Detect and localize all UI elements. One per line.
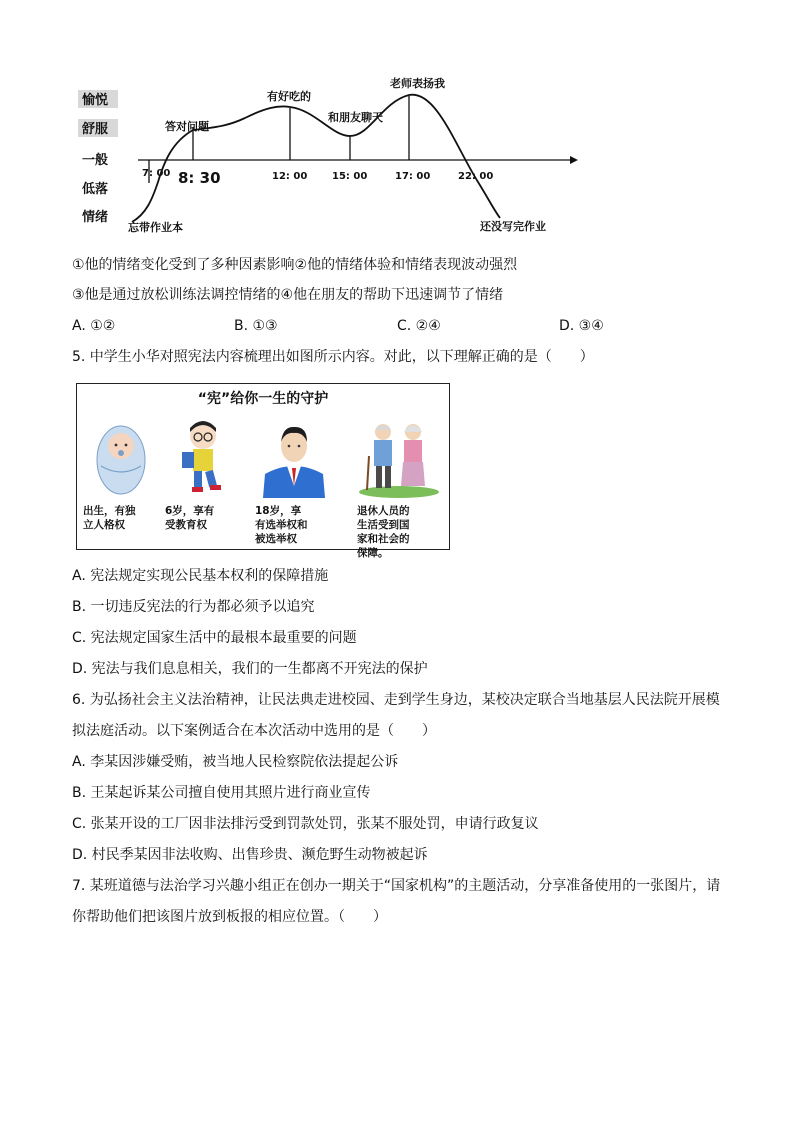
card-child xyxy=(165,416,247,532)
y-label-qingxu: 情绪 xyxy=(82,210,109,225)
tick-22: 22: 00 xyxy=(458,171,494,182)
adult-illustration xyxy=(255,416,333,498)
card-elderly xyxy=(357,416,447,560)
q6-option-b[interactable]: B. 王某起诉某公司擅自使用其照片进行商业宣传 xyxy=(72,785,371,801)
tick-17: 17: 00 xyxy=(395,171,431,182)
y-label-shufu: 舒服 xyxy=(82,122,109,137)
q4-statement-1: ①他的情绪变化受到了多种因素影响②他的情绪体验和情绪表现波动强烈 xyxy=(72,257,518,273)
card-birth xyxy=(83,416,165,532)
q6-stem-line-2: 拟法庭活动。以下案例适合在本次活动中选用的是（ ） xyxy=(72,723,436,739)
q4-option-b[interactable]: B. ①③ xyxy=(234,318,278,334)
tick-830: 8: 30 xyxy=(178,169,221,187)
y-label-yiban: 一般 xyxy=(82,153,109,168)
annotation-answered: 答对问题 xyxy=(165,120,209,133)
q4-statement-2: ③他是通过放松训练法调控情绪的④他在朋友的帮助下迅速调节了情绪 xyxy=(72,287,504,303)
emotion-curve xyxy=(132,95,500,222)
q5-option-c[interactable]: C. 宪法规定国家生活中的最根本最重要的问题 xyxy=(72,630,357,646)
constitution-figure xyxy=(76,383,450,559)
tick-15: 15: 00 xyxy=(332,171,368,182)
card-child-caption: 6岁，享有 受教育权 xyxy=(165,505,215,531)
y-label-yuyue: 愉悦 xyxy=(82,93,109,108)
q4-option-d[interactable]: D. ③④ xyxy=(559,318,604,334)
card-adult xyxy=(255,416,337,546)
annotation-praise: 老师表扬我 xyxy=(390,77,445,90)
q5-stem: 5. 中学生小华对照宪法内容梳理出如图所示内容。对此，以下理解正确的是（ ） xyxy=(72,349,594,365)
q5-option-d[interactable]: D. 宪法与我们息息相关，我们的一生都离不开宪法的保护 xyxy=(72,661,428,677)
card-birth-caption: 出生，有独 立人格权 xyxy=(83,505,136,531)
card-elderly-caption: 退休人员的 生活受到国 家和社会的 保障。 xyxy=(357,505,410,559)
emotion-curve-chart xyxy=(60,70,590,240)
q6-option-d[interactable]: D. 村民季某因非法收购、出售珍贵、濒危野生动物被起诉 xyxy=(72,847,428,863)
baby-illustration xyxy=(83,416,161,498)
figure-title: “宪”给你一生的守护 xyxy=(197,391,329,407)
q4-option-c[interactable]: C. ②④ xyxy=(397,318,441,334)
q6-option-a[interactable]: A. 李某因涉嫌受贿，被当地人民检察院依法提起公诉 xyxy=(72,754,399,770)
q6-option-c[interactable]: C. 张某开设的工厂因非法排污受到罚款处罚，张某不服处罚，申请行政复议 xyxy=(72,816,539,832)
annotation-unfinished: 还没写完作业 xyxy=(480,220,546,233)
q4-option-a[interactable]: A. ①② xyxy=(72,318,116,334)
q7-stem-line-2: 你帮助他们把该图片放到板报的相应位置。（ ） xyxy=(72,909,387,925)
q6-stem-line-1: 6. 为弘扬社会主义法治精神，让民法典走进校园、走到学生身边，某校决定联合当地基层人民法院开展模 xyxy=(72,692,720,708)
annotation-forgot: 忘带作业本 xyxy=(128,221,183,234)
q5-option-a[interactable]: A. 宪法规定实现公民基本权利的保障措施 xyxy=(72,568,329,584)
tick-7: 7: 00 xyxy=(142,168,171,179)
annotation-friends: 和朋友聊天 xyxy=(328,111,383,124)
q7-stem-line-1: 7. 某班道德与法治学习兴趣小组正在创办一期关于“国家机构”的主题活动，分享准备使用的一张图片，请 xyxy=(72,878,721,894)
q5-option-b[interactable]: B. 一切违反宪法的行为都必须予以追究 xyxy=(72,599,315,615)
annotation-food: 有好吃的 xyxy=(267,90,311,103)
child-illustration xyxy=(165,416,243,498)
elderly-couple-illustration xyxy=(357,416,441,498)
y-label-diluo: 低落 xyxy=(82,182,109,197)
card-adult-caption: 18岁，享 有选举权和 被选举权 xyxy=(255,505,308,545)
axis-arrow-icon xyxy=(570,156,578,164)
tick-12: 12: 00 xyxy=(272,171,308,182)
